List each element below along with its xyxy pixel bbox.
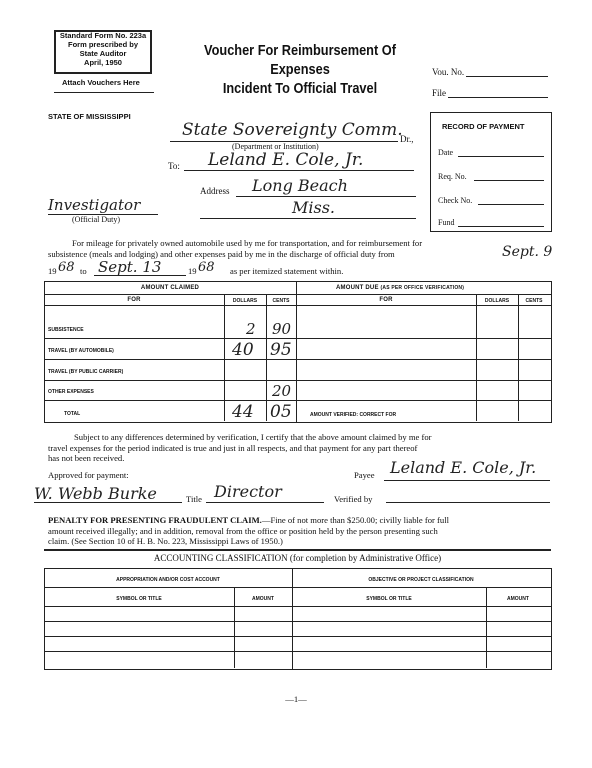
page-number: —1— bbox=[285, 694, 307, 704]
travel-auto-cents: 95 bbox=[270, 340, 292, 360]
address-label: Address bbox=[200, 186, 230, 196]
rop-check-field[interactable] bbox=[478, 204, 544, 205]
payee-line bbox=[384, 480, 550, 481]
claimed-dollars-header: DOLLARS bbox=[232, 298, 258, 304]
file-label: File bbox=[432, 88, 447, 98]
to-label: To: bbox=[168, 161, 180, 171]
divider bbox=[54, 92, 154, 93]
rop-req-label: Req. No. bbox=[438, 172, 467, 181]
claimed-for-header: FOR bbox=[127, 297, 141, 303]
accounting-table bbox=[44, 568, 552, 670]
appropriation-header: APPROPRIATION AND/OR COST ACCOUNT bbox=[116, 577, 220, 583]
approver-signature: W. Webb Burke bbox=[34, 484, 157, 503]
dr-suffix: Dr., bbox=[400, 134, 414, 144]
row-rule bbox=[44, 380, 551, 381]
accounting-row-rule bbox=[44, 606, 551, 607]
accounting-header-rule bbox=[44, 587, 551, 588]
row-label-other: OTHER EXPENSES bbox=[48, 389, 94, 395]
right-symbol-header: SYMBOL OR TITLE bbox=[366, 596, 412, 602]
amount-verified-note: AMOUNT VERIFIED: CORRECT FOR bbox=[310, 412, 397, 418]
file-field[interactable] bbox=[448, 97, 548, 98]
mileage-tail: as per itemized statement within. bbox=[230, 266, 344, 276]
form-auditor: State Auditor bbox=[79, 49, 127, 58]
subsistence-dollars: 2 bbox=[246, 320, 256, 338]
address-line1-rule bbox=[236, 196, 416, 197]
amount-due-header bbox=[336, 285, 464, 291]
year-prefix2: 19 bbox=[188, 266, 197, 276]
penalty-line1: —Fine of not more than $250.00; civilly liable for full bbox=[261, 515, 449, 525]
title-handwritten: Director bbox=[214, 482, 282, 501]
attach-note: Attach Vouchers Here bbox=[62, 78, 140, 87]
dollars-col-rule bbox=[224, 294, 225, 421]
penalty-paragraph bbox=[48, 515, 554, 547]
accounting-title: ACCOUNTING CLASSIFICATION (for completion by Administrative Office) bbox=[153, 553, 442, 563]
official-duty: Investigator bbox=[48, 196, 141, 214]
amount-due-note: (AS PER OFFICE VERIFICATION) bbox=[380, 285, 465, 291]
cents-col-rule bbox=[266, 294, 267, 421]
row-label-total: TOTAL bbox=[64, 411, 81, 417]
year-prefix1: 19 bbox=[48, 266, 57, 276]
to-date: Sept. 13 bbox=[98, 258, 162, 276]
rop-fund-label: Fund bbox=[438, 218, 455, 227]
form-title bbox=[177, 42, 423, 99]
total-cents: 05 bbox=[270, 402, 292, 422]
address-line2: Miss. bbox=[292, 198, 336, 217]
row-label-travel-auto: TRAVEL (BY AUTOMOBILE) bbox=[48, 348, 114, 354]
approved-label: Approved for payment: bbox=[48, 470, 129, 480]
cert-line1: Subject to any differences determined by verification, I certify that the above amount claimed by me for bbox=[74, 432, 432, 442]
mileage-line1: For mileage for privately owned automobile used by me for transportation, and for reimbursement for bbox=[72, 238, 423, 248]
payee-name: Leland E. Cole, Jr. bbox=[208, 150, 364, 170]
rop-check-label: Check No. bbox=[438, 196, 473, 205]
row-rule bbox=[44, 359, 551, 360]
due-dollars-col-rule bbox=[476, 294, 477, 421]
amount-due-title: AMOUNT DUE bbox=[336, 285, 379, 291]
row-rule bbox=[44, 338, 551, 339]
approver-line bbox=[34, 502, 182, 503]
department-handwritten: State Sovereignty Comm. bbox=[182, 120, 403, 140]
left-symbol-header: SYMBOL OR TITLE bbox=[116, 596, 162, 602]
official-duty-caption: (Official Duty) bbox=[72, 215, 121, 224]
state-label: STATE OF MISSISSIPPI bbox=[48, 112, 131, 121]
from-date: Sept. 9 bbox=[502, 244, 553, 260]
mileage-paragraph bbox=[48, 238, 552, 260]
title-label: Title bbox=[186, 494, 202, 504]
right-amount-header: AMOUNT bbox=[507, 596, 529, 602]
to-line bbox=[184, 170, 414, 171]
rop-req-field[interactable] bbox=[474, 180, 544, 181]
payee-signature: Leland E. Cole, Jr. bbox=[390, 458, 537, 477]
accounting-row-rule bbox=[44, 651, 551, 652]
rop-date-label: Date bbox=[438, 148, 454, 157]
left-amount-header: AMOUNT bbox=[252, 596, 274, 602]
penalty-line3: claim. (See Section 10 of H. B. No. 223, Mississippi Laws of 1950.) bbox=[48, 536, 283, 546]
form-prescribed: Form prescribed by bbox=[67, 40, 139, 49]
title-line2: Incident To Official Travel bbox=[222, 81, 378, 97]
to-word: to bbox=[80, 266, 87, 276]
objective-header: OBJECTIVE OR PROJECT CLASSIFICATION bbox=[368, 577, 474, 583]
vou-no-label: Vou. No. bbox=[432, 67, 465, 77]
department-caption: (Department or Institution) bbox=[232, 142, 319, 151]
verified-by-label: Verified by bbox=[334, 494, 373, 504]
rop-fund-field[interactable] bbox=[458, 226, 544, 227]
form-date: April, 1950 bbox=[84, 58, 122, 67]
penalty-heading: PENALTY FOR PRESENTING FRAUDULENT CLAIM. bbox=[48, 515, 262, 525]
amount-claimed-header: AMOUNT CLAIMED bbox=[140, 285, 200, 291]
accounting-divider bbox=[292, 568, 293, 669]
row-label-travel-public: TRAVEL (BY PUBLIC CARRIER) bbox=[48, 369, 124, 375]
cert-line3: has not been received. bbox=[48, 453, 125, 463]
address-line1: Long Beach bbox=[252, 176, 348, 195]
table-subheader-rule bbox=[44, 305, 551, 306]
accounting-top-rule bbox=[44, 549, 551, 551]
year1: 68 bbox=[58, 260, 75, 275]
accounting-row-rule bbox=[44, 636, 551, 637]
address-line2-rule bbox=[200, 218, 416, 219]
form-info bbox=[54, 31, 152, 67]
to-date-line bbox=[94, 275, 186, 276]
title-line1: Voucher For Reimbursement Of Expenses bbox=[204, 43, 396, 78]
rop-date-field[interactable] bbox=[458, 156, 544, 157]
year2: 68 bbox=[198, 260, 215, 275]
title-line bbox=[206, 502, 324, 503]
subsistence-cents: 90 bbox=[272, 320, 292, 338]
other-cents: 20 bbox=[272, 382, 292, 400]
record-of-payment-title: RECORD OF PAYMENT bbox=[442, 122, 525, 131]
vou-no-field[interactable] bbox=[466, 76, 548, 77]
form-number: Standard Form No. 223a bbox=[59, 31, 147, 40]
due-cents-col-rule bbox=[518, 294, 519, 421]
row-label-subsistence: SUBSISTENCE bbox=[48, 327, 84, 333]
accounting-row-rule bbox=[44, 621, 551, 622]
travel-auto-dollars: 40 bbox=[232, 340, 254, 360]
verified-by-field[interactable] bbox=[386, 502, 550, 503]
payee-label: Payee bbox=[354, 470, 375, 480]
mileage-line2: subsistence (meals and lodging) and other expenses paid by me in the discharge of official duty from bbox=[48, 249, 395, 259]
due-dollars-header: DOLLARS bbox=[484, 298, 510, 304]
due-for-header: FOR bbox=[379, 297, 393, 303]
total-dollars: 44 bbox=[232, 402, 254, 422]
claimed-cents-header: CENTS bbox=[272, 298, 290, 304]
cert-line2: travel expenses for the period indicated is true and just in all respects, and that payment for any part thereof bbox=[48, 442, 418, 453]
table-header-rule bbox=[44, 294, 551, 295]
due-cents-header: CENTS bbox=[525, 298, 543, 304]
row-rule bbox=[44, 400, 551, 401]
penalty-line2: amount received illegally; and in addition, removal from the office or position held by the person presenting such bbox=[48, 525, 438, 536]
